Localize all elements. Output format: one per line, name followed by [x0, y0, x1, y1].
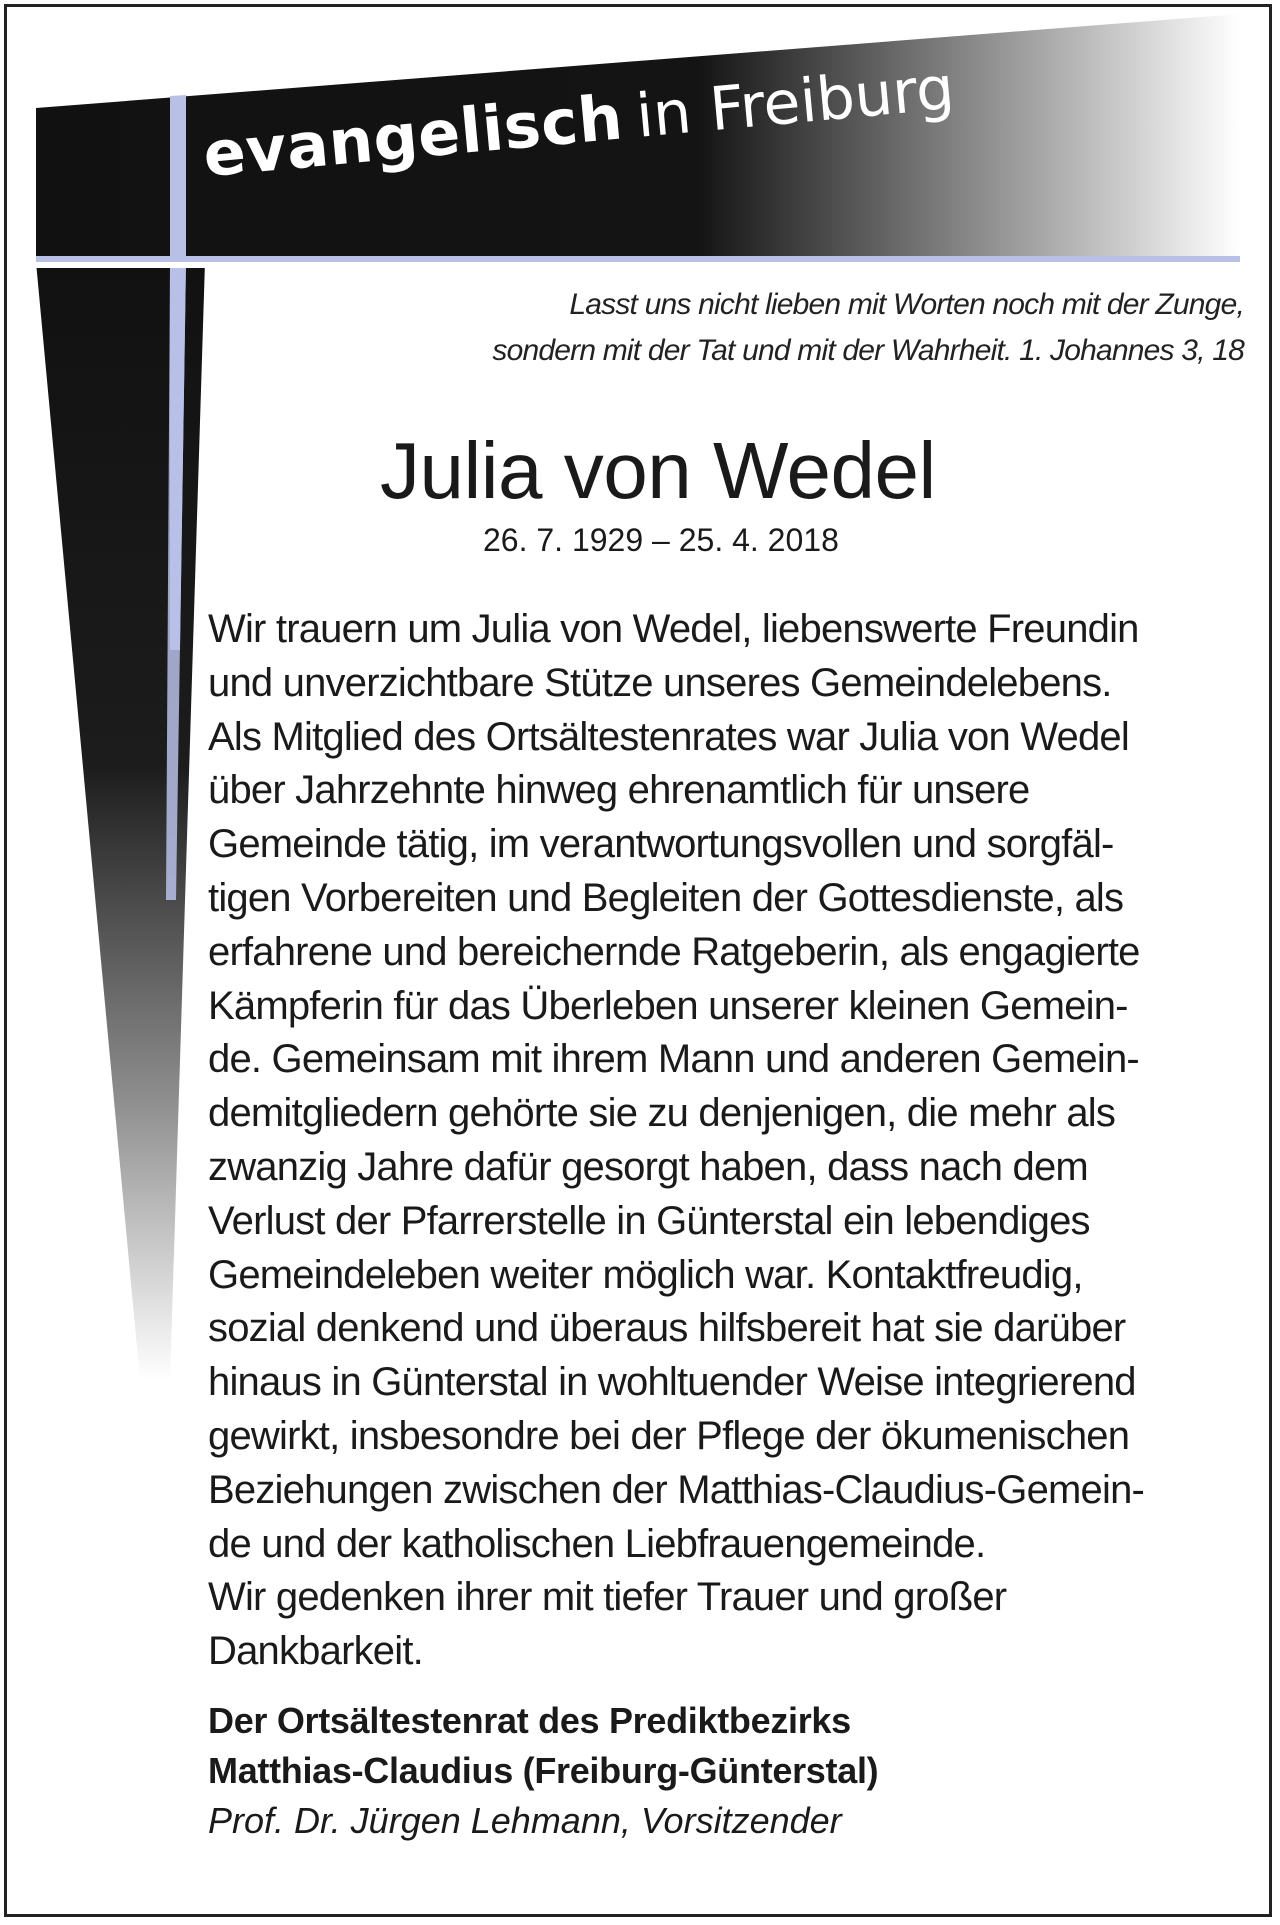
- body-line: Als Mitglied des Ortsältestenrates war Julia von Wedel: [208, 714, 1129, 759]
- brand-title: [200, 53, 1012, 248]
- body-line: Wir trauern um Julia von Wedel, liebenswerte Freundin: [208, 607, 1139, 651]
- body-line: de und der katholischen Liebfrauengemeinde.: [208, 1521, 986, 1566]
- body-line: tigen Vorbereiten und Begleiten der Gottesdienste, als: [208, 875, 1124, 920]
- brand-strong: evangelisch: [200, 80, 626, 192]
- deceased-name: Julia von Wedel: [380, 426, 936, 515]
- verse-line-2: sondern mit der Tat und mit der Wahrheit. 1. Johannes 3, 18: [492, 334, 1244, 367]
- obituary-body: [208, 603, 1238, 1679]
- body-line: hinaus in Günterstal in wohltuender Weise integrierend: [208, 1360, 1136, 1405]
- body-line: erfahrene und bereichernde Ratgeberin, als engagierte: [208, 929, 1140, 974]
- body-line: zwanzig Jahre dafür gesorgt haben, dass nach dem: [208, 1144, 1088, 1189]
- body-line: de. Gemeinsam mit ihrem Mann und anderen Gemein-: [208, 1037, 1139, 1082]
- signature-block: [208, 1696, 878, 1846]
- bible-verse: [344, 282, 1244, 374]
- body-line: Gemeindeleben weiter möglich war. Kontaktfreudig,: [208, 1252, 1083, 1297]
- signature-org-line-1: Der Ortsältestenrat des Prediktbezirks: [208, 1700, 851, 1741]
- body-line: Gemeinde tätig, im verantwortungsvollen und sorgfäl-: [208, 822, 1114, 867]
- body-line: Kämpferin für das Überleben unserer kleinen Gemein-: [208, 983, 1128, 1028]
- signature-person: Prof. Dr. Jürgen Lehmann, Vorsitzender: [208, 1800, 842, 1841]
- verse-line-1: Lasst uns nicht lieben mit Worten noch mit der Zunge,: [569, 288, 1244, 321]
- signature-org-line-2: Matthias-Claudius (Freiburg-Günterstal): [208, 1750, 879, 1791]
- body-line: Beziehungen zwischen der Matthias-Claudius-Gemein-: [208, 1467, 1145, 1512]
- life-dates: 26. 7. 1929 – 25. 4. 2018: [483, 522, 839, 558]
- body-line: sozial denkend und überaus hilfsbereit hat sie darüber: [208, 1306, 1126, 1351]
- body-line: Verlust der Pfarrerstelle in Günterstal ein lebendiges: [208, 1198, 1090, 1243]
- body-line: demitgliedern gehörte sie zu denjenigen, die mehr als: [208, 1091, 1116, 1136]
- body-line: und unverzichtbare Stütze unseres Gemeindelebens.: [208, 660, 1112, 705]
- body-line: Wir gedenken ihrer mit tiefer Trauer und großer: [208, 1575, 1007, 1620]
- body-line: Dankbarkeit.: [208, 1629, 423, 1674]
- body-line: über Jahrzehnte hinweg ehrenamtlich für unsere: [208, 768, 1030, 813]
- body-line: gewirkt, insbesondre bei der Pflege der ökumenischen: [208, 1413, 1130, 1458]
- brand-light: in Freiburg: [633, 53, 958, 152]
